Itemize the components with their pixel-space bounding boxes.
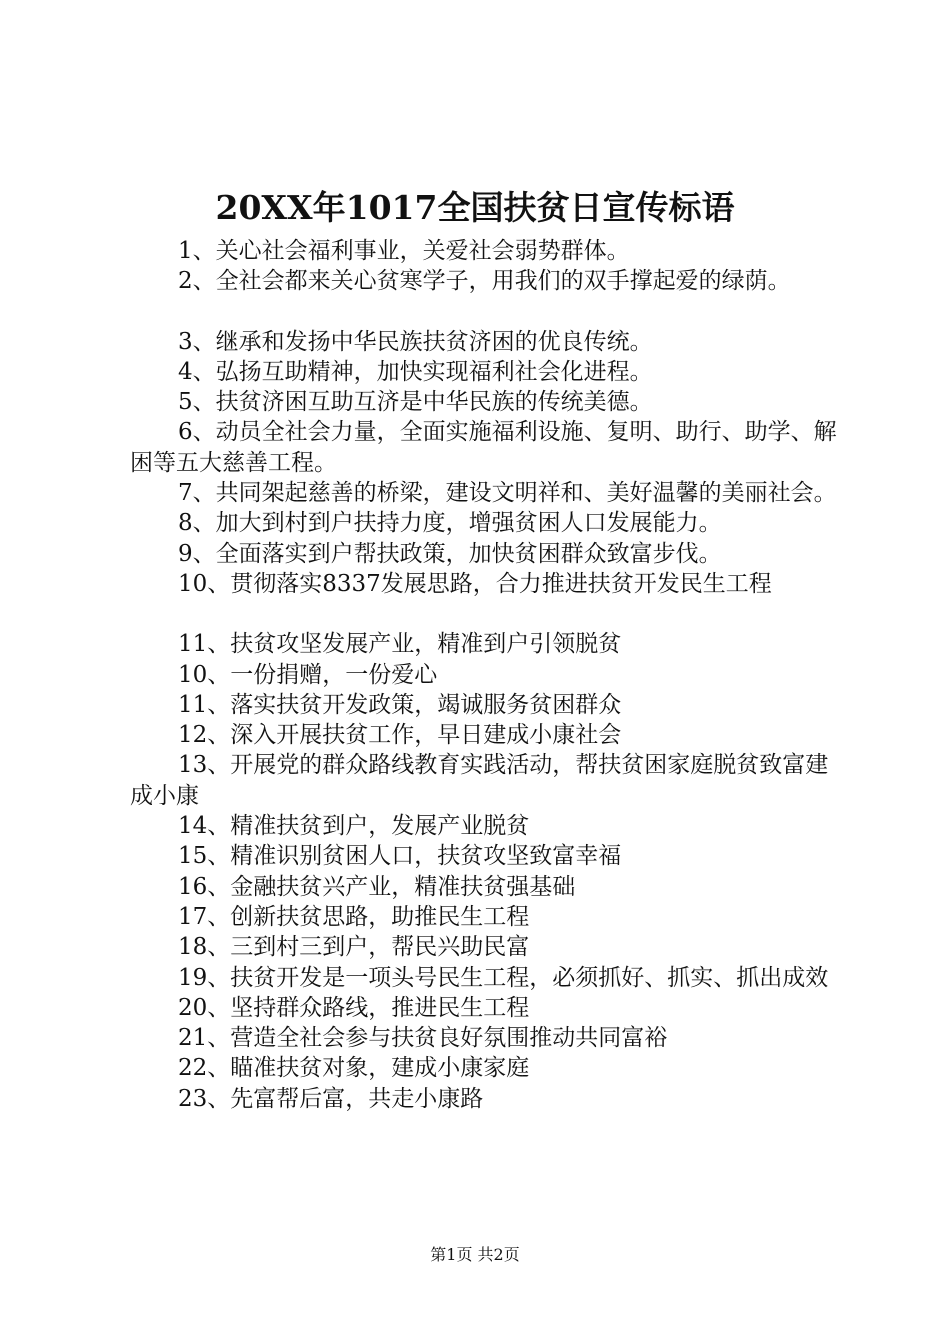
list-item: 19、扶贫开发是一项头号民生工程，必须抓好、抓实、抓出成效 <box>178 964 829 991</box>
list-item: 11、落实扶贫开发政策，竭诚服务贫困群众 <box>178 691 622 718</box>
list-item: 18、三到村三到户，帮民兴助民富 <box>178 934 530 961</box>
list-item: 10、一份捐赠，一份爱心 <box>178 661 438 688</box>
list-item: 13、开展党的群众路线教育实践活动，帮扶贫困家庭脱贫致富建成小康 <box>130 752 829 809</box>
list-item: 23、先富帮后富，共走小康路 <box>178 1085 484 1112</box>
document-title: 20XX年1017全国扶贫日宣传标语 <box>215 188 735 227</box>
list-item: 22、瞄准扶贫对象，建成小康家庭 <box>178 1055 530 1082</box>
list-item: 2、全社会都来关心贫寒学子，用我们的双手撑起爱的绿荫。 <box>178 268 791 295</box>
list-item: 6、动员全社会力量，全面实施福利设施、复明、助行、助学、解困等五大慈善工程。 <box>130 419 837 476</box>
list-item: 9、全面落实到户帮扶政策，加快贫困群众致富步伐。 <box>178 540 722 567</box>
list-item: 21、营造全社会参与扶贫良好氛围推动共同富裕 <box>178 1025 668 1052</box>
list-item: 14、精准扶贫到户，发展产业脱贫 <box>178 813 530 840</box>
list-item: 17、创新扶贫思路，助推民生工程 <box>178 903 530 930</box>
list-item: 11、扶贫攻坚发展产业，精准到户引领脱贫 <box>178 631 622 658</box>
list-item: 20、坚持群众路线，推进民生工程 <box>178 994 530 1021</box>
page-number: 第1页 共2页 <box>430 1245 520 1264</box>
list-item: 5、扶贫济困互助互济是中华民族的传统美德。 <box>178 389 653 416</box>
list-item: 8、加大到村到户扶持力度，增强贫困人口发展能力。 <box>178 510 722 537</box>
list-item: 12、深入开展扶贫工作，早日建成小康社会 <box>178 722 622 749</box>
list-item: 4、弘扬互助精神，加快实现福利社会化进程。 <box>178 358 653 385</box>
list-item: 10、贯彻落实8337发展思路，合力推进扶贫开发民生工程 <box>178 570 772 597</box>
list-item: 15、精准识别贫困人口，扶贫攻坚致富幸福 <box>178 843 622 870</box>
list-item: 1、关心社会福利事业，关爱社会弱势群体。 <box>178 238 630 264</box>
slogan-list <box>130 236 850 1114</box>
list-item: 7、共同架起慈善的桥梁，建设文明祥和、美好温馨的美丽社会。 <box>178 480 837 507</box>
list-item: 3、继承和发扬中华民族扶贫济困的优良传统。 <box>178 328 653 355</box>
list-item: 16、金融扶贫兴产业，精准扶贫强基础 <box>178 873 576 900</box>
